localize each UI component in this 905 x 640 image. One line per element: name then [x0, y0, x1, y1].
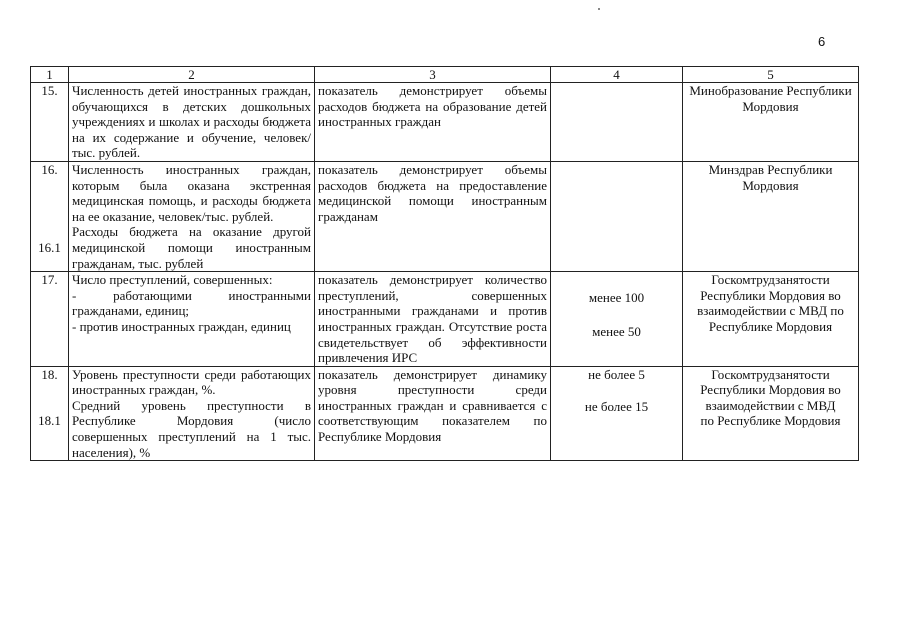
indicator-item: - против иностранных граждан, единиц	[72, 318, 291, 334]
row-number: 17.	[31, 272, 69, 367]
col-header-4: 4	[551, 67, 683, 83]
target-value: не более 5	[588, 366, 645, 382]
indicator-item: - работающими иностранными гражданами, единиц;	[72, 287, 311, 319]
target-value	[551, 83, 683, 162]
col-header-2: 2	[69, 67, 315, 83]
indicators-table	[30, 66, 859, 461]
responsible-org: Госкомтрудзанятости Республики Мордовия во взаимодействии с МВД	[700, 366, 841, 413]
row-number: 18.	[41, 366, 58, 382]
row-subnumber: 16.1	[38, 239, 61, 255]
responsible-org: Минздрав Республики Мордовия	[683, 161, 859, 271]
description-text: показатель демонстрирует объемы расходов бюджета на образование детей иностранных граждан	[315, 83, 551, 162]
indicator-subtext: Средний уровень преступности в Республике Мордовия (число совершенных преступлений на 1 тыс. населения), %	[72, 397, 311, 460]
description-text: показатель демонстрирует объемы расходов бюджета на предоставление медицинской помощи иностранным гражданам	[315, 161, 551, 271]
responsible-org: Госкомтрудзанятости Республики Мордовия во взаимодействии с МВД по Республике Мордовия	[683, 272, 859, 367]
table-row	[31, 366, 859, 461]
indicator-text: Численность детей иностранных граждан, обучающихся в детских дошкольных учреждениях и школах и расходы бюджета на их содержание и обучение, человек/тыс. рублей.	[69, 83, 315, 162]
scan-speck	[598, 8, 600, 10]
table-row	[31, 161, 859, 271]
indicator-text: Число преступлений, совершенных:	[72, 272, 273, 288]
row-number: 16.	[41, 161, 58, 177]
description-text: показатель демонстрирует количество преступлений, совершенных иностранными гражданами и против иностранных граждан. Отсутствие роста свидетельствует об эффективности привлечения ИРС	[315, 272, 551, 367]
target-value: менее 50	[592, 323, 641, 339]
table-row	[31, 83, 859, 162]
row-number: 15.	[31, 83, 69, 162]
indicator-text: Уровень преступности среди работающих иностранных граждан, %.	[72, 366, 311, 398]
target-value: не более 15	[584, 399, 649, 415]
col-header-1: 1	[31, 67, 69, 83]
page-number: 6	[818, 34, 826, 49]
indicator-subtext: Расходы бюджета на оказание другой медицинской помощи иностранным гражданам, тыс. рублей	[72, 224, 311, 271]
target-value: менее 100	[588, 290, 645, 306]
column-number-header	[31, 67, 859, 83]
responsible-org: Минобразование Республики Мордовия	[683, 83, 859, 162]
indicator-text: Численность иностранных граждан, которым была оказана экстренная медицинская помощь, и расходы бюджета на ее оказание, человек/тыс. рублей.	[72, 161, 311, 224]
col-header-3: 3	[315, 67, 551, 83]
description-text: показатель демонстрирует динамику уровня преступности среди иностранных граждан и сравнивается с соответствующим показателем по Республике Мордовия	[315, 366, 551, 461]
row-subnumber: 18.1	[38, 413, 61, 429]
responsible-org-cont: по Республике Мордовия	[700, 413, 841, 429]
target-value	[551, 161, 683, 271]
col-header-5: 5	[683, 67, 859, 83]
table-row	[31, 272, 859, 367]
